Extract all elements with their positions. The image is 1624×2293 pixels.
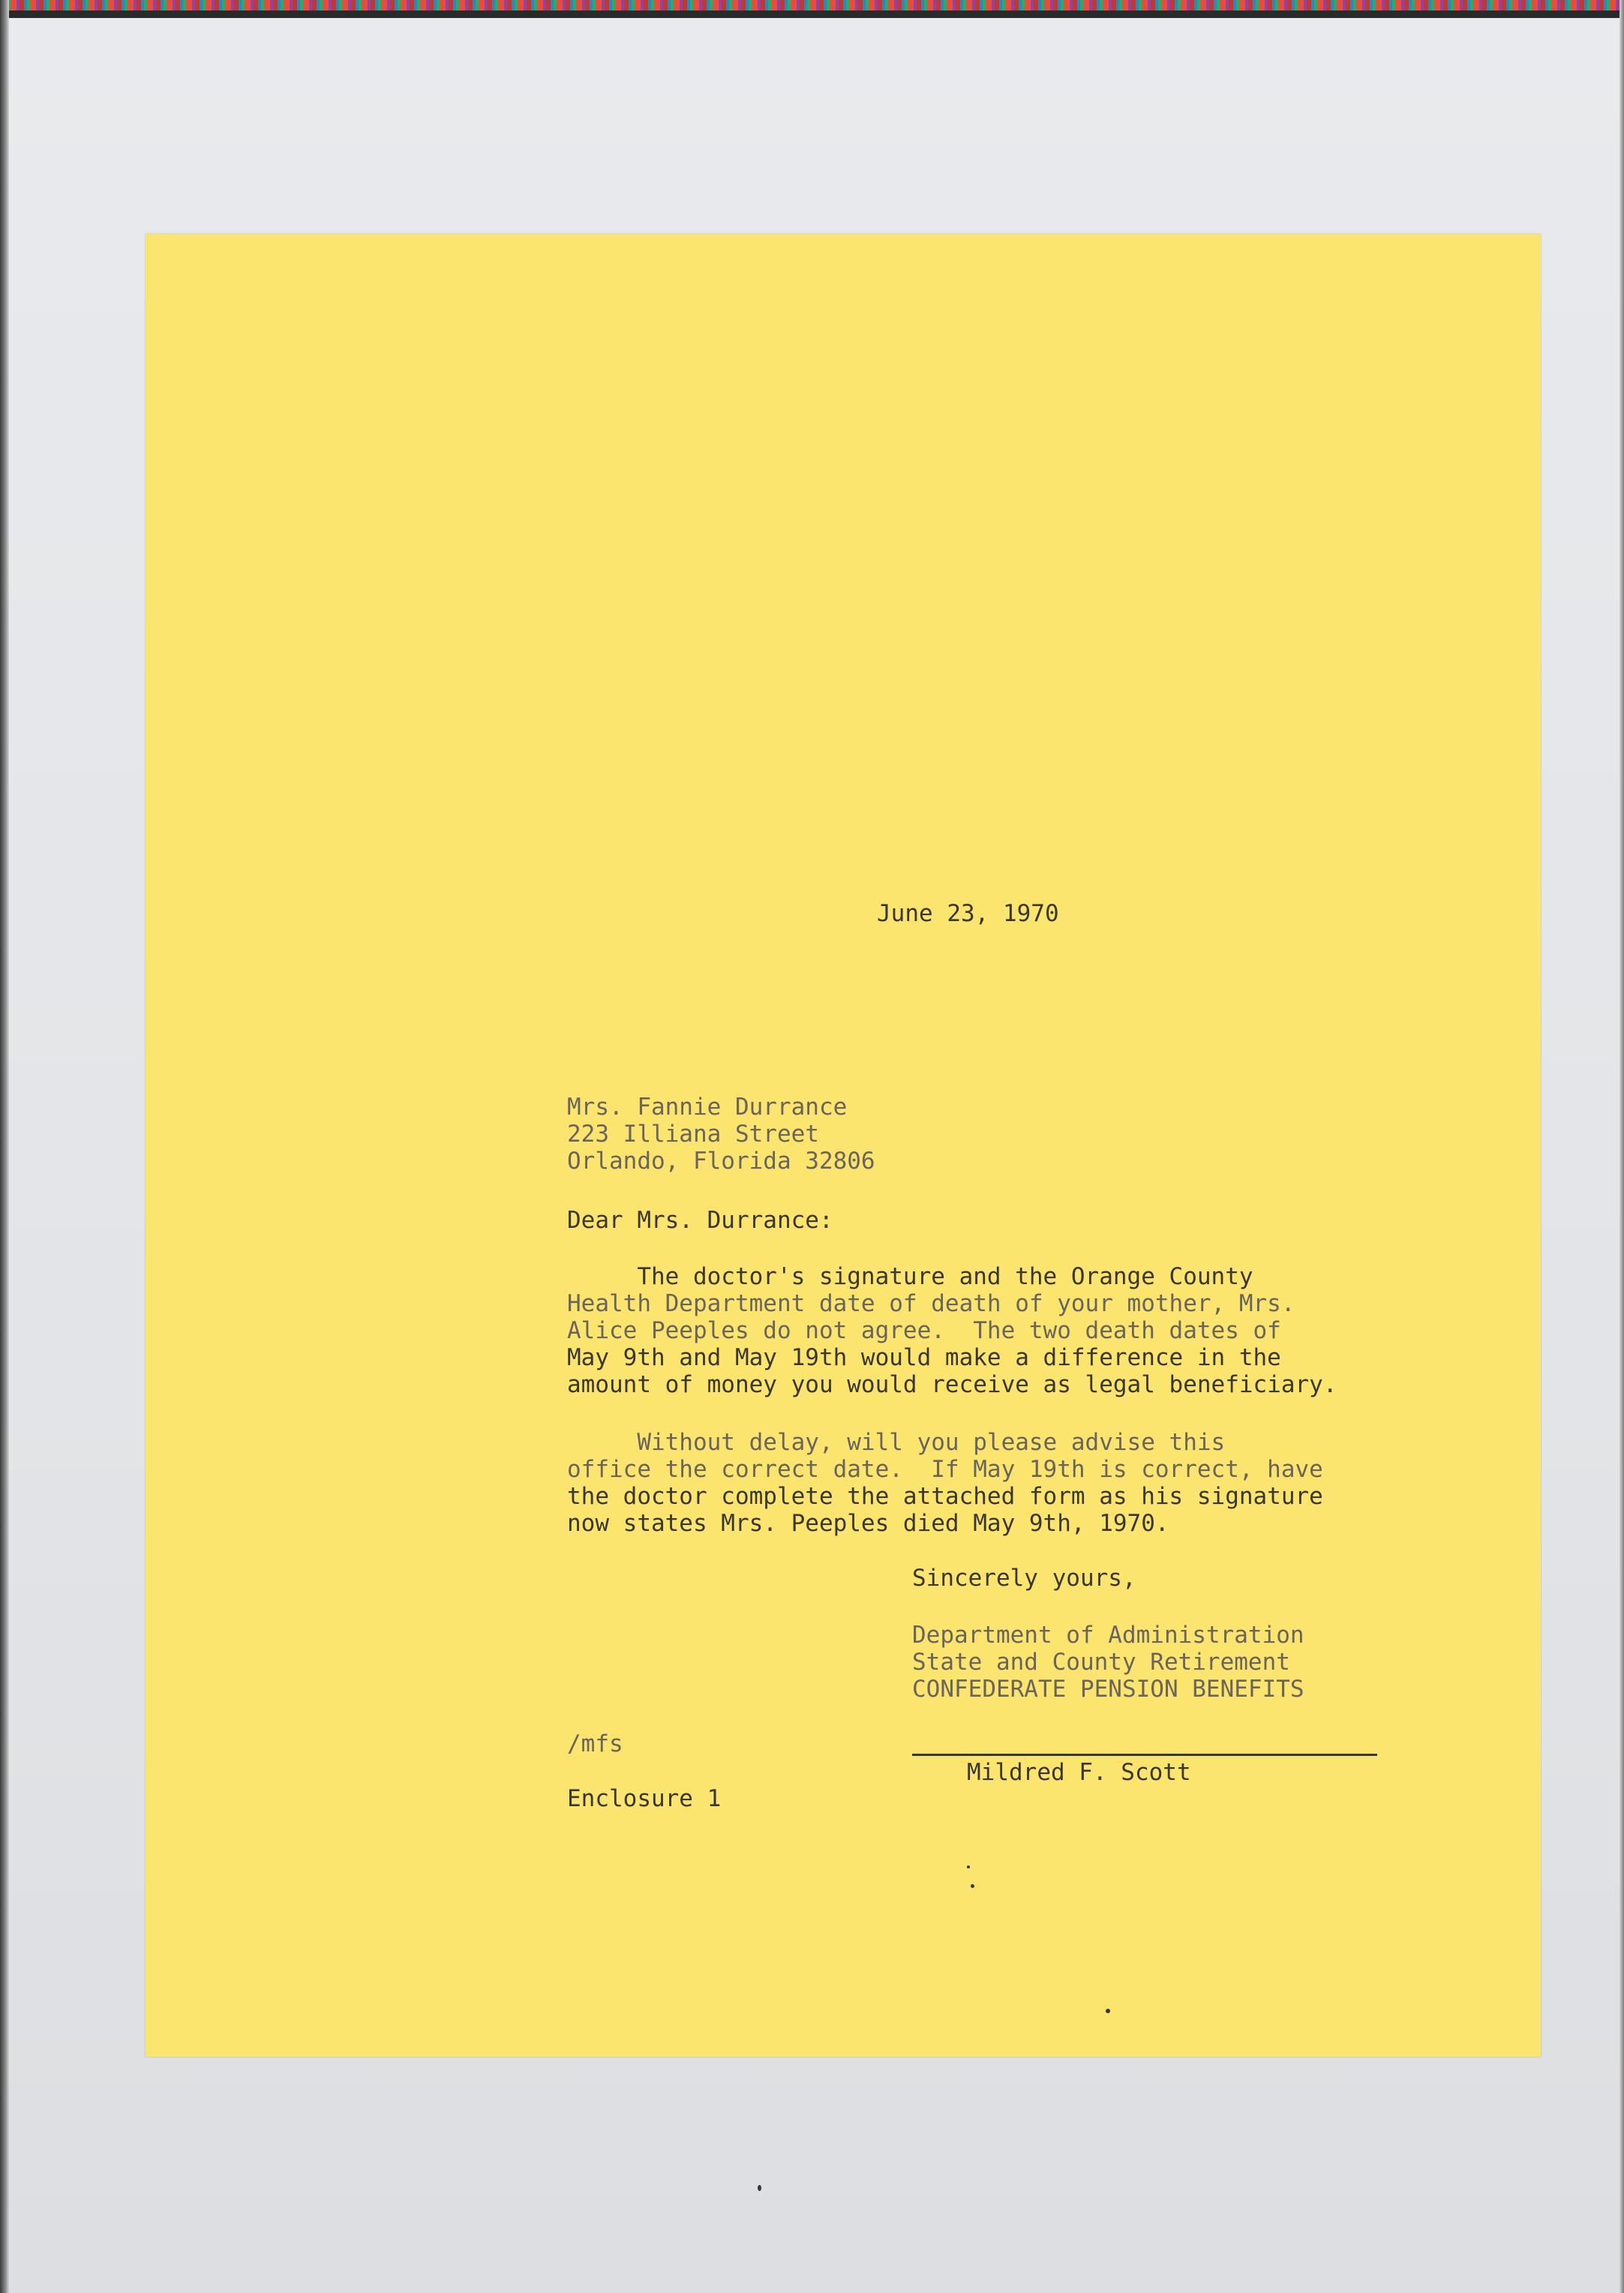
paragraph-line: now states Mrs. Peeples died May 9th, 1970. xyxy=(567,1510,1169,1537)
paragraph-line: Alice Peeples do not agree. The two death dates of xyxy=(567,1317,1281,1344)
salutation: Dear Mrs. Durrance: xyxy=(567,1207,833,1234)
scan-left-edge xyxy=(0,0,9,2293)
recipient-city: Orlando, Florida 32806 xyxy=(567,1148,875,1175)
signature-line xyxy=(912,1754,1377,1756)
scan-right-edge xyxy=(1619,0,1624,2293)
paper-speck xyxy=(1106,2009,1110,2013)
paragraph-line: the doctor complete the attached form as his signature xyxy=(567,1483,1323,1510)
paragraph-line: Health Department date of death of your mother, Mrs. xyxy=(567,1290,1295,1317)
enclosure-note: Enclosure 1 xyxy=(567,1785,722,1812)
paragraph-line: amount of money you would receive as legal beneficiary. xyxy=(567,1371,1337,1398)
paragraph-line: Without delay, will you please advise this xyxy=(567,1429,1226,1456)
closing: Sincerely yours, xyxy=(912,1565,1136,1592)
paper-speck xyxy=(971,1884,974,1888)
recipient-name: Mrs. Fannie Durrance xyxy=(567,1094,848,1121)
signer-name: Mildred F. Scott xyxy=(967,1759,1191,1786)
body-paragraph-1 xyxy=(567,1263,1337,1398)
department-line: CONFEDERATE PENSION BENEFITS xyxy=(912,1676,1304,1703)
scan-top-edge xyxy=(0,11,1624,18)
paragraph-line: May 9th and May 19th would make a difference in the xyxy=(567,1344,1281,1371)
paragraph-line: office the correct date. If May 19th is correct, have xyxy=(567,1456,1323,1483)
recipient-address xyxy=(567,1094,875,1175)
department-line: Department of Administration xyxy=(912,1622,1304,1649)
recipient-street: 223 Illiana Street xyxy=(567,1121,819,1148)
letter-date: June 23, 1970 xyxy=(877,900,1059,927)
department-block xyxy=(912,1622,1304,1703)
paragraph-line: The doctor's signature and the Orange County xyxy=(567,1263,1253,1290)
paper-speck xyxy=(967,1865,970,1868)
typist-initials: /mfs xyxy=(567,1730,623,1757)
department-line: State and County Retirement xyxy=(912,1649,1290,1676)
letter-sheet xyxy=(146,234,1541,2057)
body-paragraph-2 xyxy=(567,1429,1323,1537)
scan-speck xyxy=(758,2185,761,2191)
